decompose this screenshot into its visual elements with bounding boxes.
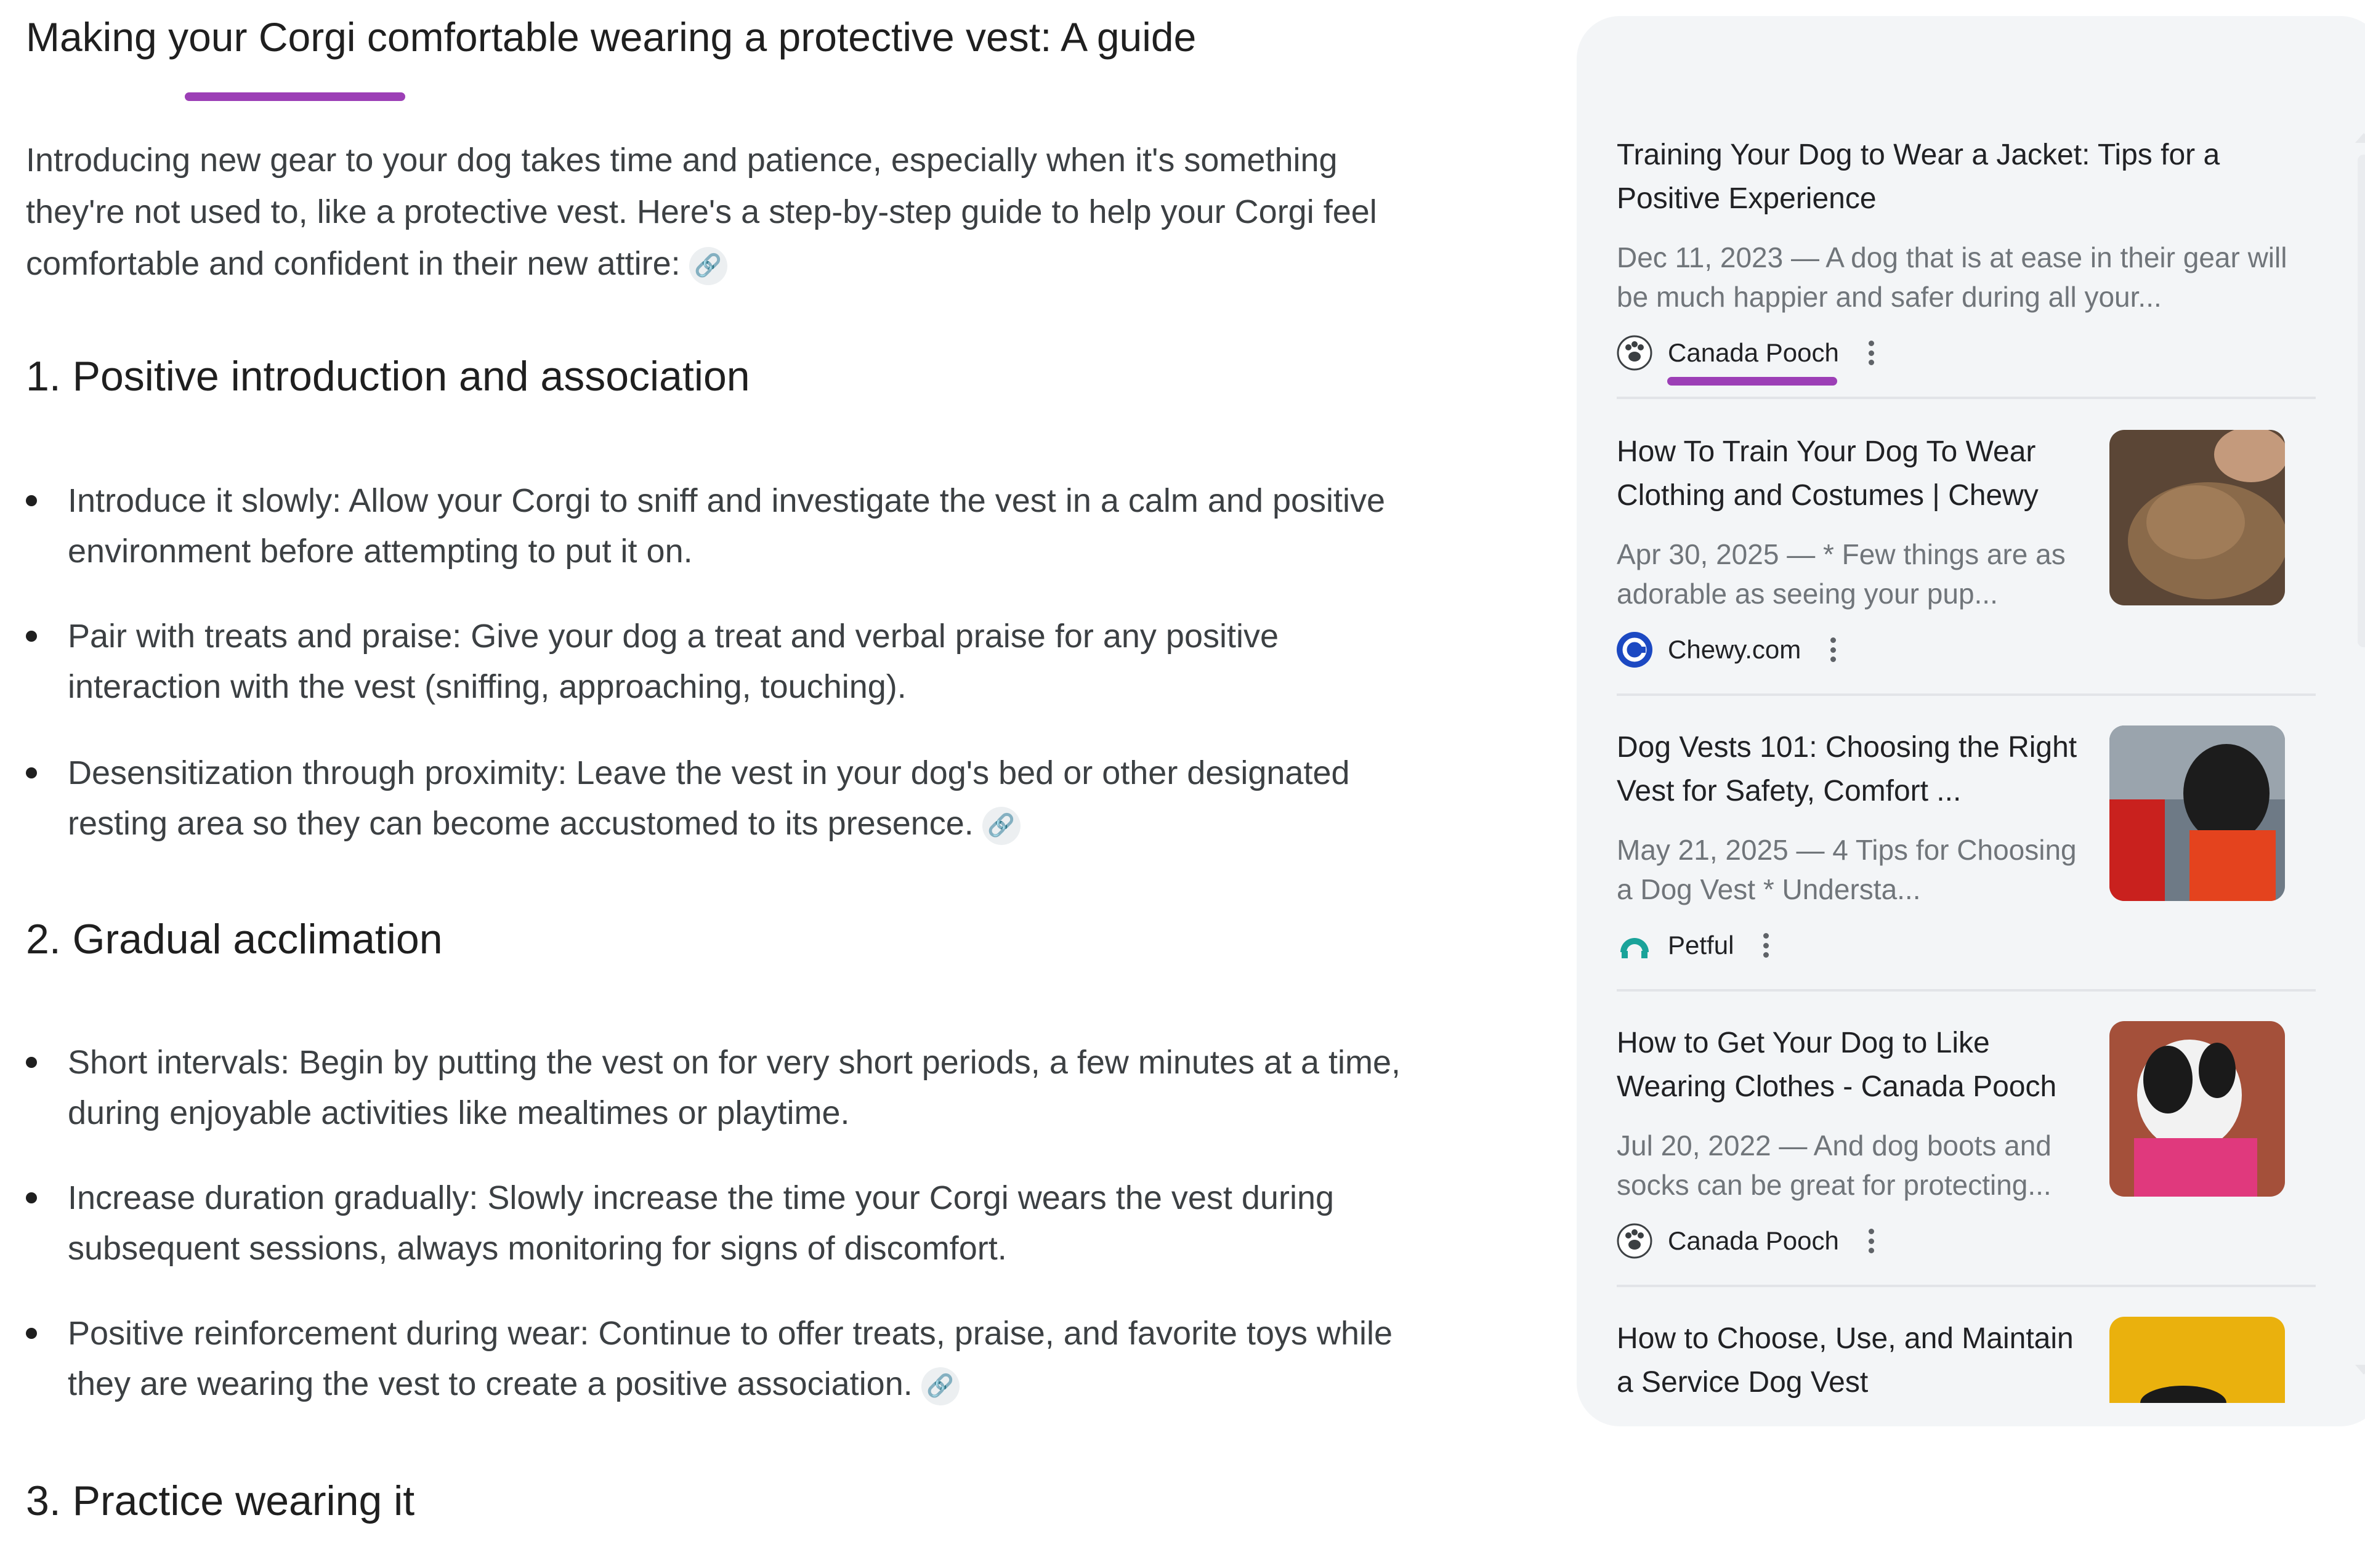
source-card[interactable] — [1617, 1021, 2316, 1287]
list-item-text: Increase duration gradually: Slowly increase the time your Corgi wears the vest during subsequent sessions, always monitoring for signs of discomfort. — [68, 1179, 1335, 1267]
source-card-snippet: Apr 30, 2025 — * Few things are as adorable as seeing your pup... — [1617, 538, 2066, 610]
more-options-icon[interactable] — [1869, 341, 1874, 365]
source-card-title[interactable]: How To Train Your Dog To Wear Clothing and Costumes | Chewy — [1617, 435, 2039, 512]
petful-icon — [1617, 927, 1652, 963]
bullet-dot — [26, 1192, 37, 1203]
scroll-down-arrow-icon[interactable] — [2355, 1365, 2365, 1375]
source-card-title[interactable]: How to Choose, Use, and Maintain a Service Dog Vest — [1617, 1322, 2074, 1399]
bullet-dot — [26, 631, 37, 642]
list-item-text: Introduce it slowly: Allow your Corgi to sniff and investigate the vest in a calm and positive environment before attempting to put it on. — [68, 482, 1386, 570]
source-card[interactable] — [1617, 430, 2316, 696]
source-attribution[interactable] — [1617, 1219, 1874, 1263]
source-card[interactable] — [1617, 133, 2316, 399]
bullet-dot — [26, 767, 37, 778]
source-card-snippet: Dec 11, 2023 — A dog that is at ease in their gear will be much happier and safer during all your... — [1617, 241, 2287, 313]
source-name: Chewy.com — [1668, 635, 1801, 664]
list-item-text: Short intervals: Begin by putting the vest on for very short periods, a few minutes at a time, during enjoyable activities like mealtimes or playtime. — [68, 1044, 1401, 1131]
source-name: Petful — [1668, 931, 1734, 960]
source-card-snippet: Jul 20, 2022 — And dog boots and socks can be great for protecting... — [1617, 1130, 2052, 1201]
source-highlight-underline — [1667, 377, 1837, 386]
page-title: Making your Corgi comfortable wearing a protective vest: A guide — [26, 14, 1197, 60]
source-card[interactable] — [1617, 725, 2316, 992]
more-options-icon[interactable] — [1830, 637, 1836, 662]
bullet-dot — [26, 1328, 37, 1339]
scrollbar-thumb[interactable] — [2358, 155, 2365, 647]
title-highlight-underline — [185, 92, 405, 101]
list-item-text-content: Desensitization through proximity: Leave the vest in your dog's bed or other designated resting area so they can become accustomed to its presence. — [68, 754, 1350, 842]
link-icon[interactable]: 🔗 — [982, 807, 1021, 845]
scroll-up-arrow-icon[interactable] — [2355, 133, 2365, 143]
source-card-title[interactable]: How to Get Your Dog to Like Wearing Clothes - Canada Pooch — [1617, 1027, 2057, 1103]
source-attribution[interactable] — [1617, 331, 1874, 374]
source-thumbnail[interactable] — [2109, 725, 2285, 901]
list-item-text — [68, 748, 1423, 849]
source-card-title[interactable]: Dog Vests 101: Choosing the Right Vest for Safety, Comfort ... — [1617, 731, 2077, 807]
source-thumbnail[interactable] — [2109, 430, 2285, 605]
list-item-text: Pair with treats and praise: Give your dog a treat and verbal praise for any positive interaction with the vest (sniffing, approaching, touching). — [68, 618, 1279, 705]
bullet-dot — [26, 495, 37, 506]
source-card[interactable] — [1617, 1317, 2316, 1426]
more-options-icon[interactable] — [1763, 933, 1769, 958]
bullet-dot — [26, 1057, 37, 1068]
sources-panel — [1577, 16, 2365, 1426]
paw-icon — [1617, 1223, 1652, 1259]
source-card-snippet: May 21, 2025 — 4 Tips for Choosing a Dog Vest * Understa... — [1617, 834, 2077, 905]
intro-paragraph — [26, 134, 1442, 289]
more-options-icon[interactable] — [1869, 1229, 1874, 1253]
list-item-text — [68, 1308, 1423, 1409]
paw-icon — [1617, 335, 1652, 371]
section-heading-1: 1. Positive introduction and association — [26, 353, 750, 400]
source-attribution[interactable] — [1617, 628, 1836, 671]
section-heading-2: 2. Gradual acclimation — [26, 916, 443, 963]
section-heading-3: 3. Practice wearing it — [26, 1477, 415, 1524]
source-attribution[interactable] — [1617, 924, 1769, 967]
source-name: Canada Pooch — [1668, 1226, 1839, 1255]
chewy-icon — [1617, 632, 1652, 668]
link-icon[interactable]: 🔗 — [689, 247, 727, 285]
source-thumbnail[interactable] — [2109, 1317, 2285, 1403]
source-name: Canada Pooch — [1668, 338, 1839, 367]
intro-text: Introducing new gear to your dog takes time and patience, especially when it's something they're not used to, like a protective vest. Here's a step-by-step guide to help your Corgi feel comfortable and confident in their new attire: — [26, 142, 1377, 282]
source-card-title[interactable]: Training Your Dog to Wear a Jacket: Tips for a Positive Experience — [1617, 139, 2220, 215]
link-icon[interactable]: 🔗 — [921, 1367, 960, 1405]
list-item-text-content: Positive reinforcement during wear: Continue to offer treats, praise, and favorite toys while they are wearing the vest to create a positive association. — [68, 1315, 1393, 1402]
source-thumbnail[interactable] — [2109, 1021, 2285, 1197]
